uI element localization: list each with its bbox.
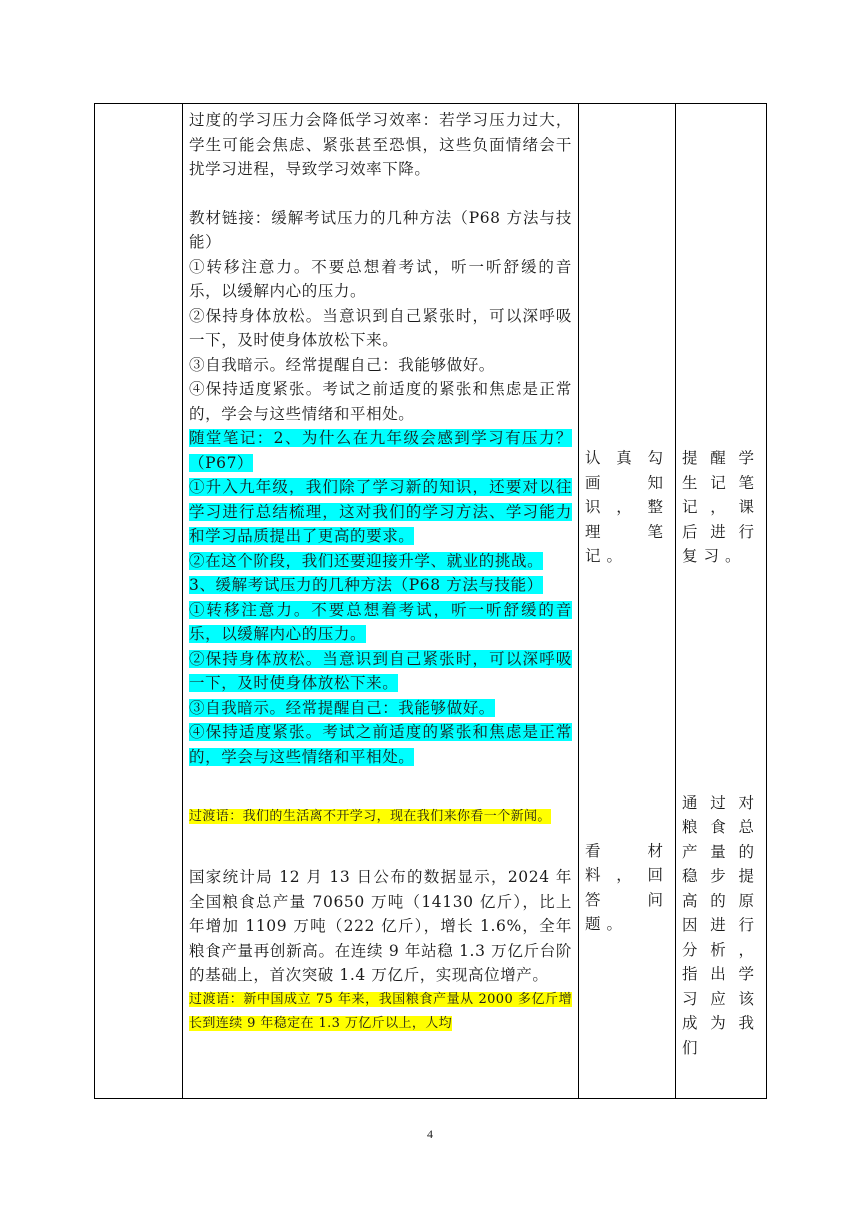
student-activity-cell [579,104,676,1099]
table-row [95,104,767,1099]
class-notes-item-block [189,475,572,549]
design-intent-review: 提醒学生记笔记，课后进行复习。 [682,449,760,565]
class-notes-block [189,426,572,475]
class-notes-item-block [189,549,572,574]
transition-block-1 [189,805,572,829]
page-number: 4 [427,1127,433,1141]
textbook-link-item: ④保持适度紧张。考试之前适度的紧张和焦虑是正常的，学会与这些情绪和平相处。 [189,380,572,423]
news-paragraph: 国家统计局 12 月 13 日公布的数据显示，2024 年全国粮食总产量 70650 万吨（14130 亿斤），比上年增加 1109 万吨（222 亿斤），增长 1.6%，全年粮食产量再创新高。在连续 9 年站稳 1.3 万亿斤台阶的基础上，首次突破 1.4 万亿斤，实现高位增产。 [189,868,572,984]
class-notes-item: ①升入九年级，我们除了学习新的知识，还要对以往学习进行总结梳理，这对我们的学习方法、学习能力和学习品质提出了更高的要求。 [189,478,572,545]
design-intent-analysis: 通过对粮食总产量的稳步提高的原因进行分析，指出学习应该成为我们 [682,793,760,1057]
textbook-link-item: ②保持身体放松。当意识到自己紧张时，可以深呼吸一下，及时使身体放松下来。 [189,306,572,349]
transition-block-2 [189,988,572,1036]
class-notes-method: ④保持适度紧张。考试之前适度的紧张和焦虑是正常的，学会与这些情绪和平相处。 [189,723,572,766]
pressure-effect-paragraph: 过度的学习压力会降低学习效率：若学习压力过大，学生可能会焦虑、紧张甚至恐惧，这些负面情绪会干扰学习进程，导致学习效率下降。 [189,111,572,178]
lesson-plan-table [94,103,767,1099]
class-notes-item: ②在这个阶段，我们还要迎接升学、就业的挑战。 [189,551,544,570]
class-notes-method: ③自我暗示。经常提醒自己：我能够做好。 [189,698,495,717]
textbook-link-title: 教材链接：缓解考试压力的几种方法（P68 方法与技能） [189,208,572,251]
class-notes-method: ①转移注意力。不要总想着考试，听一听舒缓的音乐，以缓解内心的压力。 [189,600,572,643]
student-activity-notes: 认真勾画知识，整理笔记。 [585,449,669,565]
teaching-content-cell [183,104,579,1099]
textbook-link-item: ③自我暗示。经常提醒自己：我能够做好。 [189,355,495,374]
student-activity-answer: 看材料，回答问题。 [585,841,669,933]
class-notes-section-block [189,573,572,598]
class-notes-method-block [189,696,572,721]
class-notes-method-block [189,598,572,647]
transition-text-1: 过渡语：我们的生活离不开学习，现在我们来你看一个新闻。 [189,809,551,824]
class-notes-method: ②保持身体放松。当意识到自己紧张时，可以深呼吸一下，及时使身体放松下来。 [189,649,572,692]
textbook-link-item: ①转移注意力。不要总想着考试，听一听舒缓的音乐，以缓解内心的压力。 [189,257,572,300]
class-notes-method-block [189,720,572,769]
class-notes-title: 随堂笔记：2、为什么在九年级会感到学习有压力？（P67） [189,429,572,472]
left-blank-cell [95,104,183,1099]
transition-text-2: 过渡语：新中国成立 75 年来，我国粮食产量从 2000 多亿斤增长到连续 9 年稳定在 1.3 万亿斤以上，人均 [189,991,572,1031]
class-notes-method-block [189,647,572,696]
design-intent-cell [676,104,767,1099]
class-notes-section-title: 3、缓解考试压力的几种方法（P68 方法与技能） [189,576,543,594]
